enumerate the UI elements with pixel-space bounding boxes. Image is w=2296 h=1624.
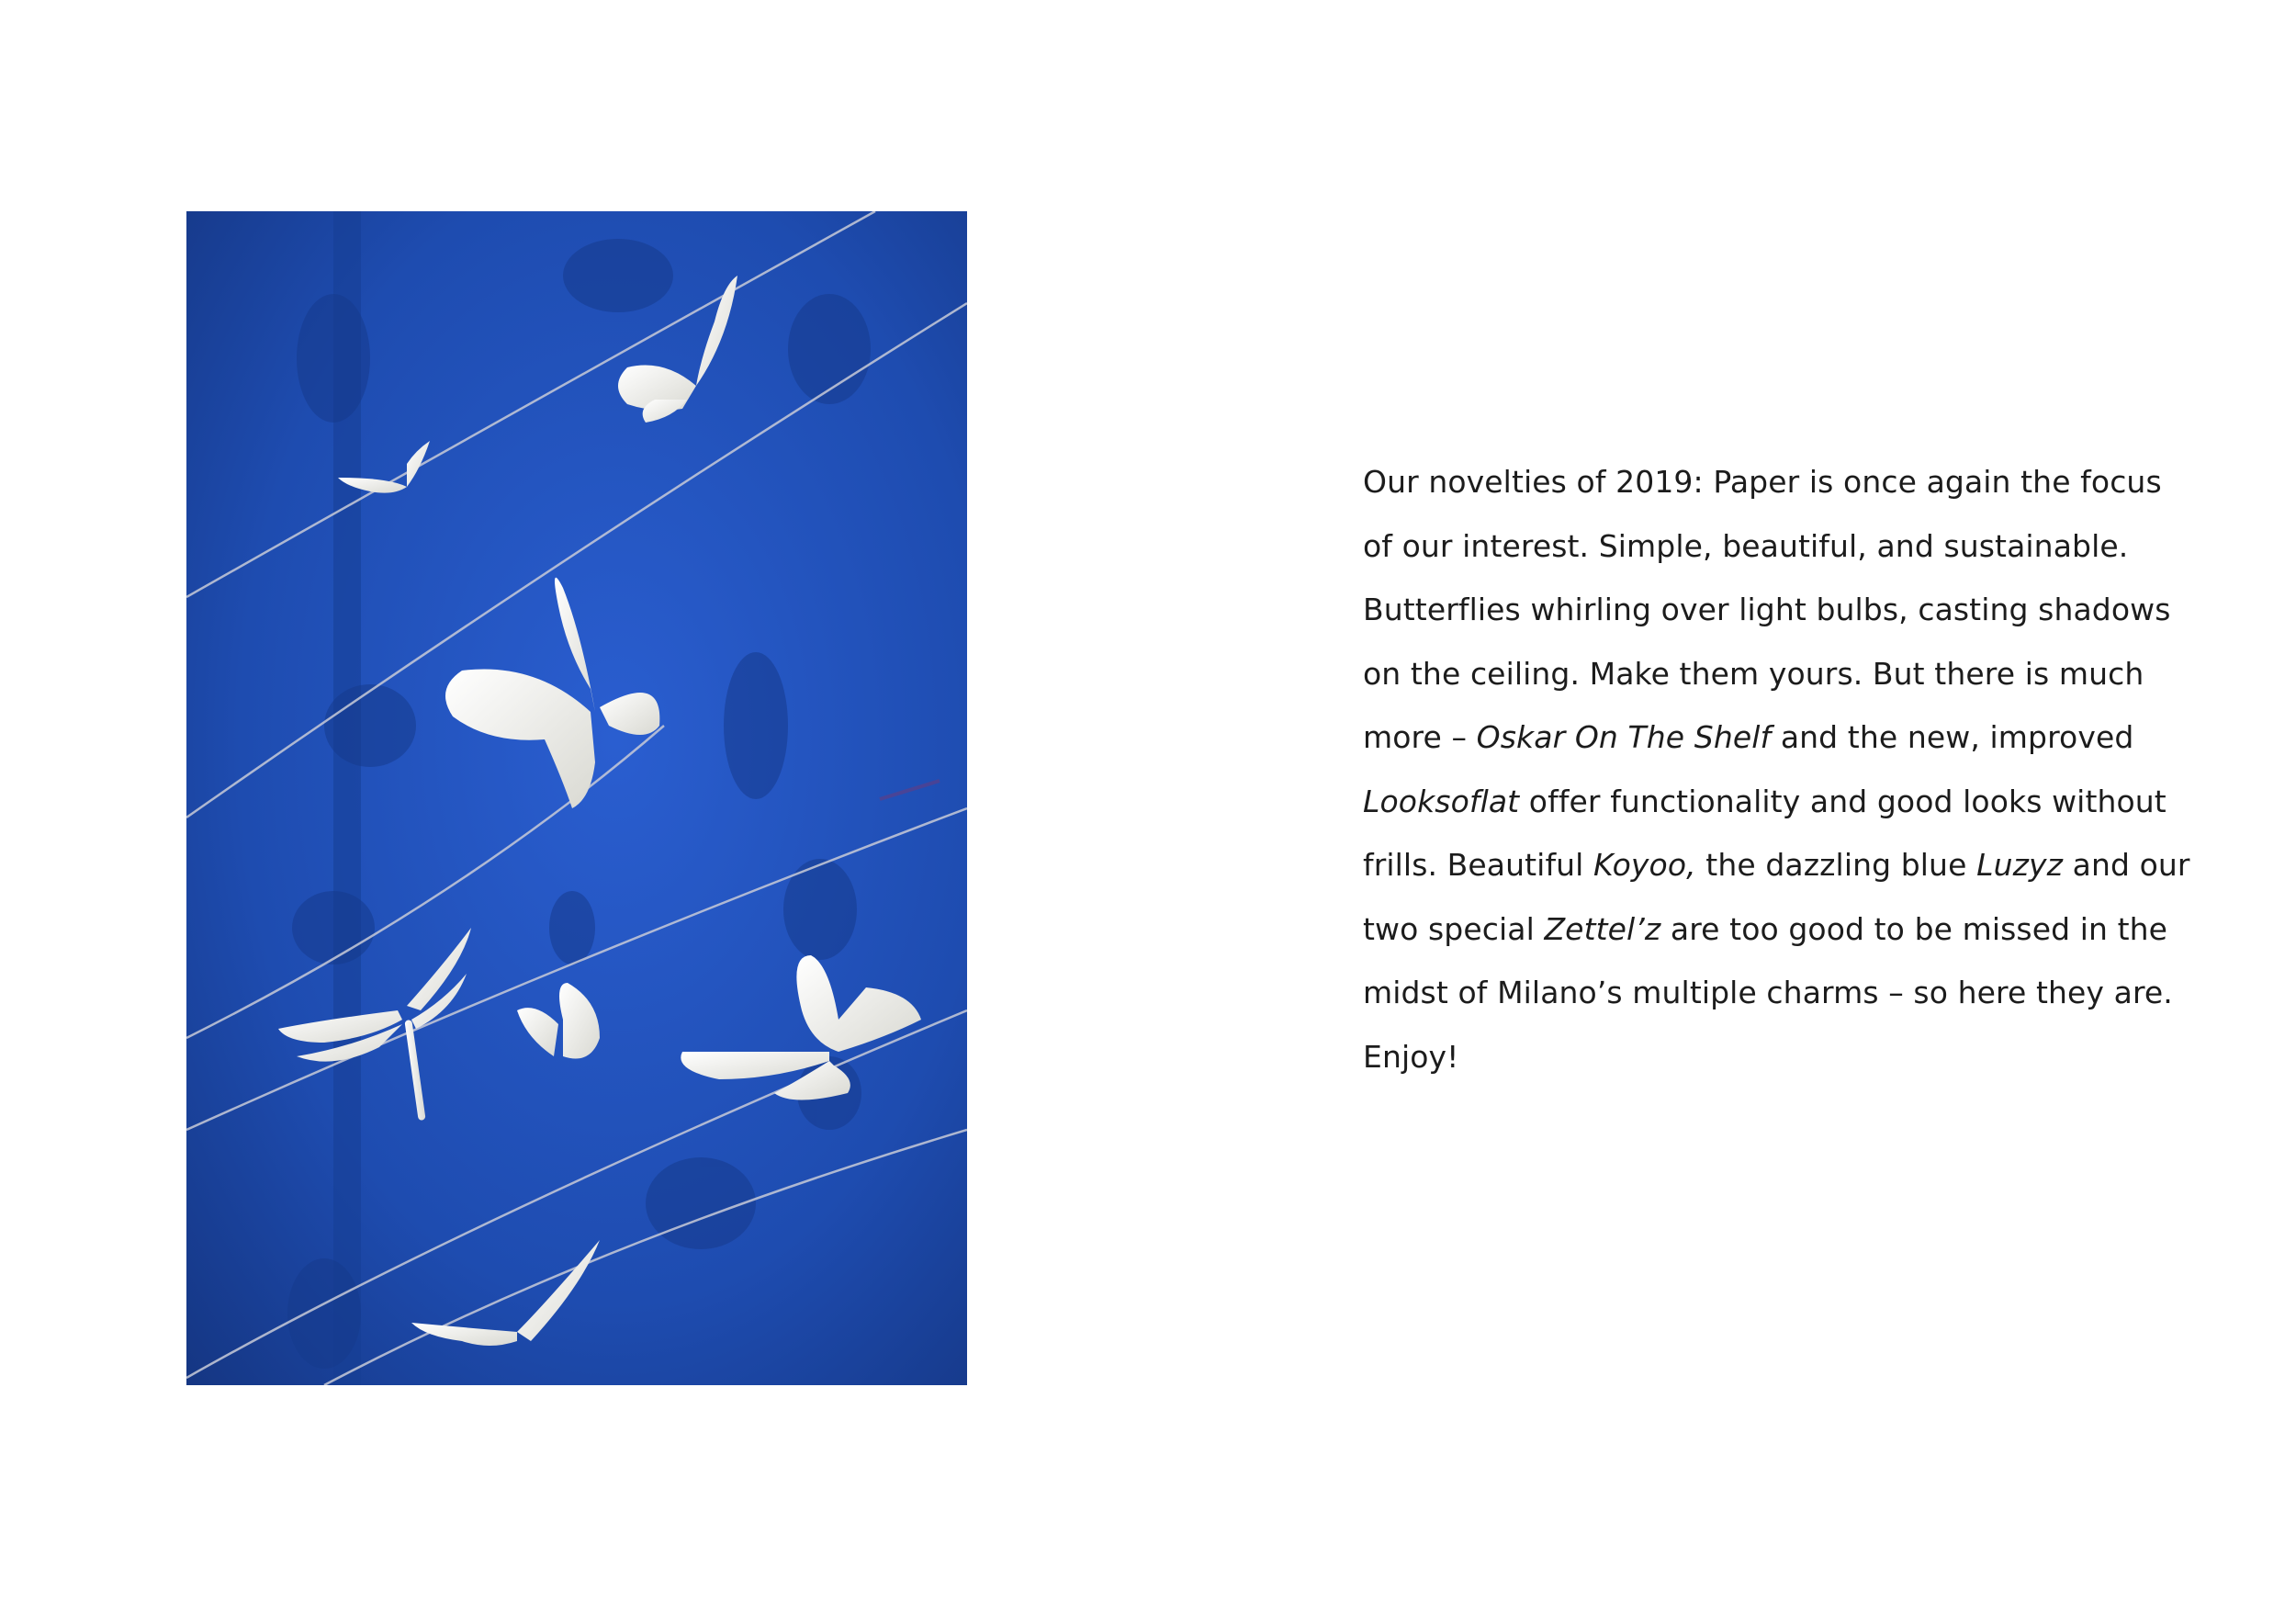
intro-text <box>1363 450 2190 1088</box>
text-line <box>1363 705 2171 770</box>
text-line: on the ceiling. Make them yours. But there is much <box>1363 655 2144 692</box>
butterflies-illustration <box>186 211 967 1385</box>
product-name-oskar: Oskar On The Shelf <box>1476 719 1772 755</box>
text-run: the dazzling blue <box>1695 847 1977 883</box>
text-run: more – <box>1363 719 1477 755</box>
product-name-zettelz: Zettel’z <box>1544 910 1661 947</box>
product-name-luzyz: Luzyz <box>1976 847 2064 883</box>
text-run: and the new, improved <box>1771 719 2134 755</box>
text-line <box>1363 833 2190 897</box>
text-run: are too good to be missed in the <box>1660 910 2168 947</box>
text-line: Butterflies whirling over light bulbs, casting shadows <box>1363 592 2171 627</box>
text-line: Enjoy! <box>1363 1038 1459 1075</box>
text-run: frills. Beautiful <box>1363 847 1594 883</box>
text-line: midst of Milano’s multiple charms – so here they are. <box>1363 975 2173 1010</box>
text-run: two special <box>1363 910 1545 947</box>
product-name-looksoflat: Looksoflat <box>1363 783 1520 819</box>
text-line: of our interest. Simple, beautiful, and sustainable. <box>1363 527 2129 564</box>
text-line: Our novelties of 2019: Paper is once again the focus <box>1363 464 2162 500</box>
text-run: offer functionality and good looks without <box>1519 783 2167 819</box>
product-name-koyoo: Koyoo, <box>1593 847 1696 883</box>
butterflies-photo <box>186 211 967 1385</box>
text-line <box>1363 897 2171 962</box>
text-line <box>1363 770 2171 834</box>
text-run: and our <box>2063 847 2190 883</box>
